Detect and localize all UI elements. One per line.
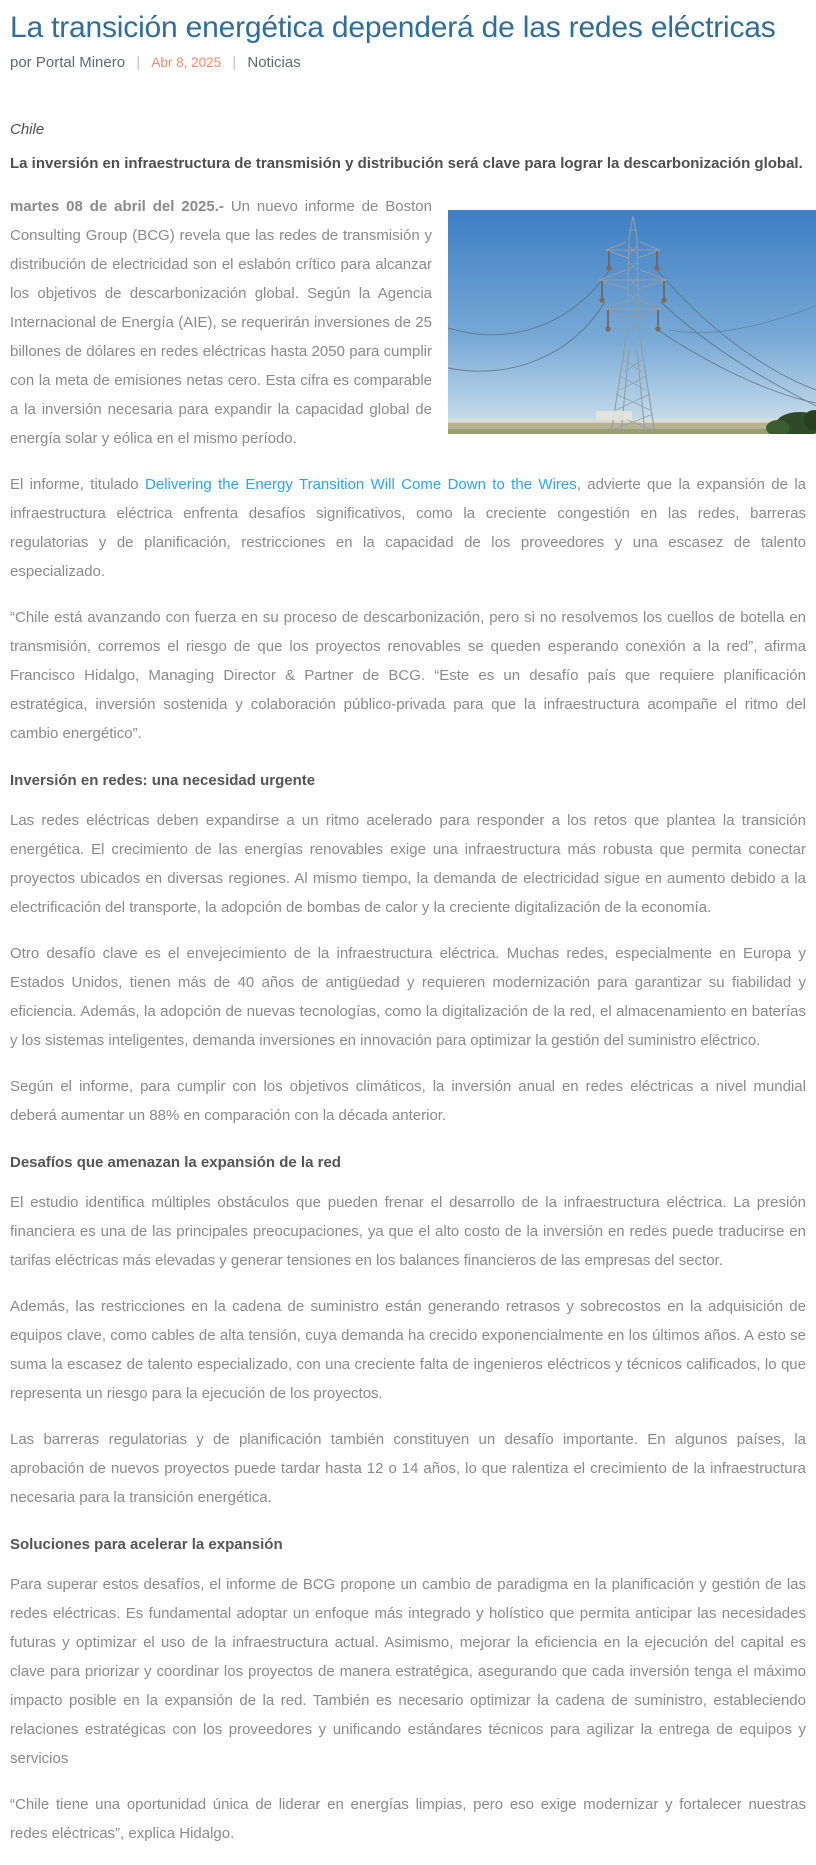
section-heading-investment: Inversión en redes: una necesidad urgente	[10, 772, 316, 789]
paragraph-2-after: , advierte que la expansión de la infraestructura eléctrica enfrenta desafíos significativos, como la creciente congestión en las redes, barreras regulatorias y de planificación, restricciones en la capacidad de los proveedores y una escasez de talento especializado.	[10, 476, 806, 580]
paragraph-1-dateline: martes 08 de abril del 2025.-	[10, 198, 224, 215]
paragraph-9: Las barreras regulatorias y de planificación también constituyen un desafío importante. En algunos países, la aprobación de nuevos proyectos puede tardar hasta 12 o 14 años, lo que ralentiza el crecimiento de la infraestructura necesaria para la transición energética.	[10, 1431, 806, 1506]
paragraph-1-text: Un nuevo informe de Boston Consulting Group (BCG) revela que las redes de transmisión y distribución de electricidad son el eslabón crítico para alcanzar los objetivos de descarbonización global. Según la Agencia Internacional de Energía (AIE), se requerirán inversiones de 25 billones de dólares en redes eléctricas hasta 2050 para cumplir con la meta de emisiones netas cero. Esta cifra es comparable a la inversión necesaria para expandir la capacidad global de energía solar y eólica en el mismo período.	[10, 198, 432, 447]
article-lead: La inversión en infraestructura de transmisión y distribución será clave para lograr la descarbonización global.	[10, 155, 803, 172]
paragraph-2	[10, 470, 806, 586]
byline-separator: |	[232, 54, 237, 71]
post-date: Abr 8, 2025	[151, 55, 222, 70]
paragraph-7: El estudio identifica múltiples obstáculos que pueden frenar el desarrollo de la infraestructura eléctrica. La presión financiera es una de las principales preocupaciones, ya que el alto costo de la inversión en redes puede traducirse en tarifas eléctricas más elevadas y generar tensiones en los balances financieros de las empresas del sector.	[10, 1194, 806, 1269]
report-title-link[interactable]: Delivering the Energy Transition Will Come Down to the Wires	[145, 476, 577, 493]
sky-background	[448, 210, 816, 434]
paragraph-3-quote: “Chile está avanzando con fuerza en su proceso de descarbonización, pero si no resolvemos los cuellos de botella en transmisión, corremos el riesgo de que los proyectos renovables se queden esperando conexión a la red”, afirma Francisco Hidalgo, Managing Director & Partner de BCG. “Este es un desafío país que requiere planificación estratégica, inversión sostenida y colaboración público-privada para que la infraestructura acompañe el ritmo del cambio energético”.	[10, 609, 806, 742]
section-heading-challenges: Desafíos que amenazan la expansión de la red	[10, 1154, 341, 1171]
article-page	[0, 12, 816, 1865]
article-location: Chile	[10, 121, 45, 138]
paragraph-6: Según el informe, para cumplir con los objetivos climáticos, la inversión anual en redes eléctricas a nivel mundial deberá aumentar un 88% en comparación con la década anterior.	[10, 1078, 806, 1124]
category-link[interactable]: Noticias	[247, 54, 301, 71]
section-heading-solutions: Soluciones para acelerar la expansión	[10, 1536, 283, 1553]
transmission-tower-image	[448, 210, 816, 434]
paragraph-11-quote: “Chile tiene una oportunidad única de liderar en energías limpias, pero eso exige modernizar y fortalecer nuestras redes eléctricas”, explica Hidalgo.	[10, 1796, 806, 1842]
page-title: La transición energética dependerá de las redes eléctricas	[10, 11, 776, 44]
article-body	[10, 192, 806, 1865]
paragraph-5: Otro desafío clave es el envejecimiento de la infraestructura eléctrica. Muchas redes, especialmente en Europa y Estados Unidos, tienen más de 40 años de antigüedad y requieren modernización para garantizar su fiabilidad y eficiencia. Además, la adopción de nuevas tecnologías, como la digitalización de la red, el almacenamiento en baterías y los sistemas inteligentes, demanda inversiones en innovación para optimizar la gestión del suministro eléctrico.	[10, 945, 806, 1049]
byline-separator: |	[136, 54, 141, 71]
author-link[interactable]: Portal Minero	[35, 54, 126, 71]
transmission-tower-illustration	[448, 210, 816, 434]
paragraph-2-before: El informe, titulado	[10, 476, 146, 493]
paragraph-10: Para superar estos desafíos, el informe de BCG propone un cambio de paradigma en la planificación y gestión de las redes eléctricas. Es fundamental adoptar un enfoque más integrado y holístico que permita anticipar las necesidades futuras y optimizar el uso de la infraestructura actual. Asimismo, mejorar la eficiencia en la ejecución del capital es clave para priorizar y coordinar los proyectos de manera estratégica, asegurando que cada inversión tenga el máximo impacto posible en la expansión de la red. También es necesario optimizar la cadena de suministro, estableciendo relaciones estratégicas con los proveedores y unificando estándares técnicos para agilizar la entrega de equipos y servicios	[10, 1576, 806, 1767]
byline-prefix: por	[10, 54, 32, 71]
paragraph-8: Además, las restricciones en la cadena de suministro están generando retrasos y sobrecostos en la adquisición de equipos clave, como cables de alta tensión, cuya demanda ha crecido exponencialmente en los últimos años. A esto se suma la escasez de talento especializado, con una creciente falta de ingenieros eléctricos y técnicos calificados, lo que representa un riesgo para la ejecución de los proyectos.	[10, 1298, 806, 1402]
byline	[10, 54, 806, 71]
paragraph-4: Las redes eléctricas deben expandirse a un ritmo acelerado para responder a los retos que plantea la transición energética. El crecimiento de las energías renovables exige una infraestructura más robusta que permita conectar proyectos ubicados en diversas regiones. Al mismo tiempo, la demanda de electricidad sigue en aumento debido a la electrificación del transporte, la adopción de bombas de calor y la creciente digitalización de la economía.	[10, 812, 806, 916]
